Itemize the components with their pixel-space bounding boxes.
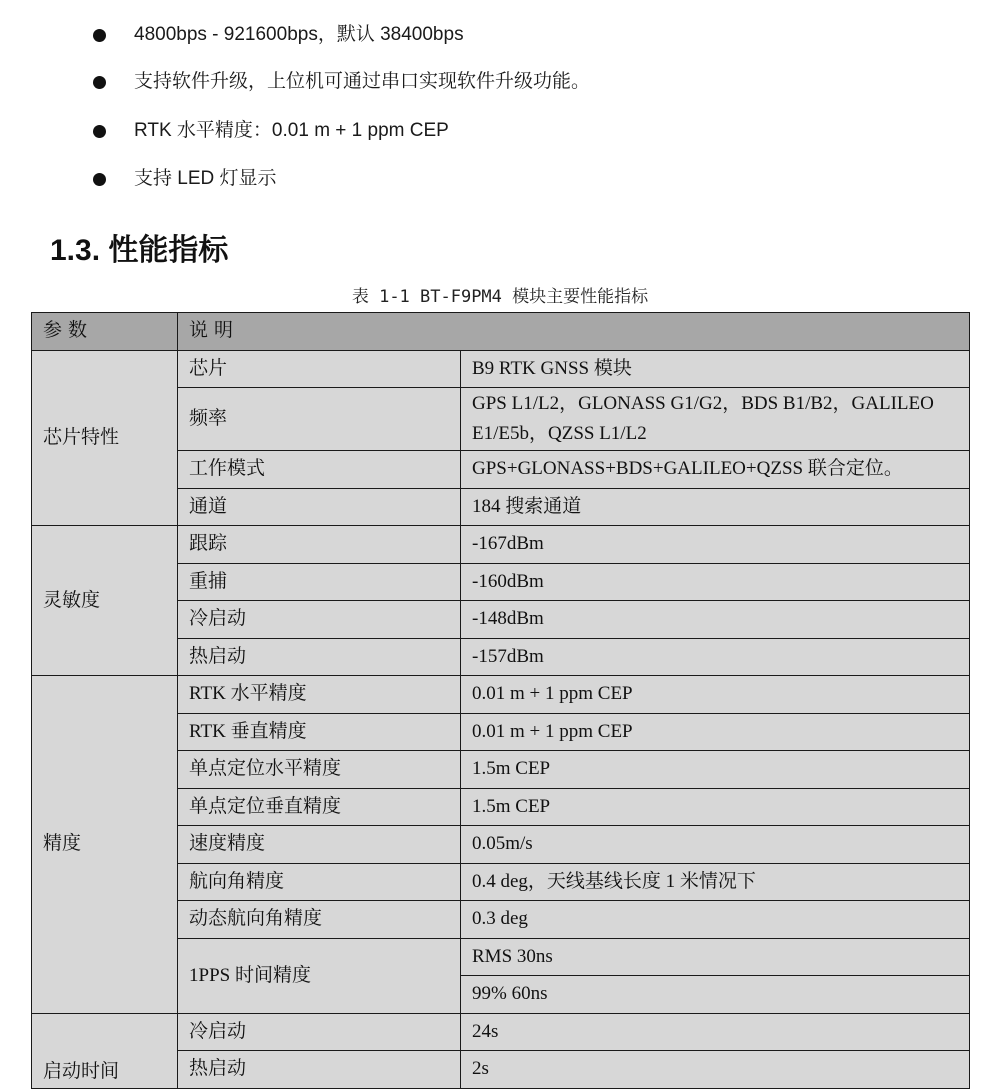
table-row <box>32 350 970 388</box>
section-heading: 1.3. 性能指标 <box>50 234 229 267</box>
param-name: 工作模式 <box>178 451 461 489</box>
param-value: -167dBm <box>461 526 970 564</box>
header-desc: 说明 <box>178 313 970 351</box>
bullet-text: 4800bps - 921600bps，默认 38400bps <box>134 24 464 45</box>
param-name: 频率 <box>178 388 461 451</box>
table-row <box>32 676 970 714</box>
performance-spec-table <box>31 312 970 1089</box>
bullet-item <box>0 17 1000 57</box>
param-name: 跟踪 <box>178 526 461 564</box>
param-name: 速度精度 <box>178 826 461 864</box>
group-label-startup: 启动时间 <box>32 1013 178 1088</box>
param-value: 1.5m CEP <box>461 751 970 789</box>
param-value: -160dBm <box>461 563 970 601</box>
bullet-text: 支持软件升级，上位机可通过串口实现软件升级功能。 <box>134 71 591 92</box>
table-caption: 表 1-1 BT-F9PM4 模块主要性能指标 <box>351 287 649 307</box>
bullet-item <box>0 113 1000 153</box>
bullet-text: RTK 水平精度：0.01 m + 1 ppm CEP <box>134 120 449 141</box>
param-name: 冷启动 <box>178 601 461 639</box>
param-value: 1.5m CEP <box>461 788 970 826</box>
param-name: 热启动 <box>178 638 461 676</box>
param-value: 0.05m/s <box>461 826 970 864</box>
param-name: RTK 垂直精度 <box>178 713 461 751</box>
param-value: B9 RTK GNSS 模块 <box>461 350 970 388</box>
param-name: 单点定位水平精度 <box>178 751 461 789</box>
table-header-row <box>32 313 970 351</box>
param-name: RTK 水平精度 <box>178 676 461 714</box>
table-row <box>32 1013 970 1051</box>
param-value: 99% 60ns <box>461 976 970 1014</box>
param-name: 重捕 <box>178 563 461 601</box>
param-value: 0.01 m + 1 ppm CEP <box>461 713 970 751</box>
param-name: 动态航向角精度 <box>178 901 461 939</box>
bullet-item <box>0 161 1000 201</box>
bullet-dot-icon <box>93 125 106 138</box>
param-value: 0.01 m + 1 ppm CEP <box>461 676 970 714</box>
table-row <box>32 526 970 564</box>
param-value: 0.3 deg <box>461 901 970 939</box>
bullet-item <box>0 64 1000 104</box>
param-name: 芯片 <box>178 350 461 388</box>
param-value: -148dBm <box>461 601 970 639</box>
bullet-dot-icon <box>93 173 106 186</box>
param-value: RMS 30ns <box>461 938 970 976</box>
param-value: GPS L1/L2，GLONASS G1/G2，BDS B1/B2，GALILEO E1/E5b，QZSS L1/L2 <box>461 388 970 451</box>
group-label-sensitivity: 灵敏度 <box>32 526 178 676</box>
param-value: 184 搜索通道 <box>461 488 970 526</box>
param-name: 冷启动 <box>178 1013 461 1051</box>
param-value: 2s <box>461 1051 970 1089</box>
header-param: 参数 <box>32 313 178 351</box>
param-value: 0.4 deg，天线基线长度 1 米情况下 <box>461 863 970 901</box>
param-value: 24s <box>461 1013 970 1051</box>
param-name: 单点定位垂直精度 <box>178 788 461 826</box>
param-name: 热启动 <box>178 1051 461 1089</box>
param-name: 航向角精度 <box>178 863 461 901</box>
bullet-dot-icon <box>93 29 106 42</box>
param-value: GPS+GLONASS+BDS+GALILEO+QZSS 联合定位。 <box>461 451 970 489</box>
param-name: 1PPS 时间精度 <box>178 938 461 1013</box>
param-value: -157dBm <box>461 638 970 676</box>
bullet-dot-icon <box>93 76 106 89</box>
param-name: 通道 <box>178 488 461 526</box>
group-label-accuracy: 精度 <box>32 676 178 1014</box>
bullet-text: 支持 LED 灯显示 <box>134 168 277 189</box>
group-label-chip: 芯片特性 <box>32 350 178 526</box>
